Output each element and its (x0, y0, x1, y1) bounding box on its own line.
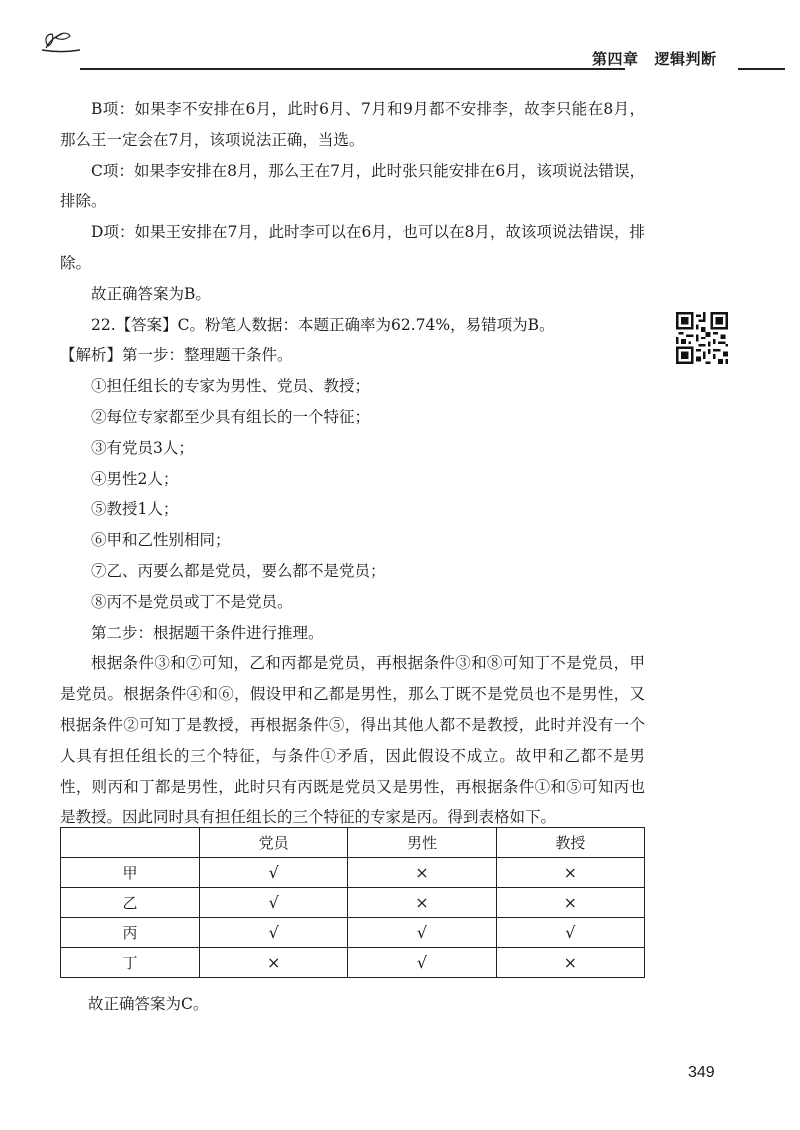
page-number: 349 (688, 1064, 715, 1081)
result-table (60, 827, 645, 978)
table-row (61, 918, 645, 948)
condition-6: ⑥甲和乙性别相同； (91, 531, 231, 550)
section-label: 逻辑判断 (654, 50, 717, 68)
table-cell: √ (348, 948, 496, 978)
table-cell: 甲 (61, 858, 200, 888)
table-cell: × (496, 858, 644, 888)
table-header-cell: 党员 (200, 828, 348, 858)
header-rule-right (738, 68, 785, 70)
table-row (61, 948, 645, 978)
final-answer: 故正确答案为C。 (88, 995, 209, 1013)
table-row (61, 888, 645, 918)
condition-7: ⑦乙、丙要么都是党员，要么都不是党员； (91, 561, 386, 580)
table-cell: √ (200, 888, 348, 918)
condition-2: ②每位专家都至少具有组长的一个特征； (91, 407, 371, 426)
paragraph-c-option: C项：如果李安排在8月，那么王在7月，此时张只能安排在6月，该项说法错误，排除。 (60, 161, 645, 211)
body-text (60, 94, 645, 833)
qr-code-icon (676, 312, 728, 364)
table-cell: √ (496, 918, 644, 948)
paragraph-answer-21: 故正确答案为B。 (91, 284, 211, 303)
paragraph-analysis-step2: 第二步：根据题干条件进行推理。 (91, 623, 324, 642)
table-header-cell: 男性 (348, 828, 496, 858)
table-cell: × (348, 858, 496, 888)
table-header-row (61, 828, 645, 858)
table-cell: 丁 (61, 948, 200, 978)
page-header (40, 22, 785, 68)
chapter-title (592, 48, 717, 69)
table-cell: × (200, 948, 348, 978)
condition-4: ④男性2人； (91, 469, 179, 488)
paragraph-answer-22: 22.【答案】C。粉笔人数据：本题正确率为62.74%，易错项为B。 (91, 315, 555, 334)
table-cell: 丙 (61, 918, 200, 948)
table-cell: × (496, 948, 644, 978)
table-row (61, 858, 645, 888)
leaf-icon (40, 26, 80, 56)
table-cell: √ (200, 858, 348, 888)
paragraph-d-option: D项：如果王安排在7月，此时李可以在6月，也可以在8月，故该项说法错误，排除。 (60, 223, 645, 272)
table-header-cell: 教授 (496, 828, 644, 858)
chapter-label: 第四章 (592, 50, 639, 68)
table-cell: × (348, 888, 496, 918)
paragraph-b-option: B项：如果李不安排在6月，此时6月、7月和9月都不安排李，故李只能在8月，那么王一定会在7月，该项说法正确，当选。 (60, 100, 645, 149)
condition-3: ③有党员3人； (91, 438, 194, 457)
condition-1: ①担任组长的专家为男性、党员、教授； (91, 377, 371, 396)
condition-5: ⑤教授1人； (91, 500, 179, 519)
header-rule-left (80, 68, 625, 70)
condition-8: ⑧丙不是党员或丁不是党员。 (91, 592, 293, 611)
table-cell: √ (200, 918, 348, 948)
table-cell: × (496, 888, 644, 918)
paragraph-analysis-step1: 【解析】第一步：整理题干条件。 (60, 346, 293, 365)
table-cell: 乙 (61, 888, 200, 918)
table-header-cell (61, 828, 200, 858)
paragraph-reasoning: 根据条件③和⑦可知，乙和丙都是党员，再根据条件③和⑧可知丁不是党员，甲是党员。根据条件④和⑥，假设甲和乙都是男性，那么丁既不是党员也不是男性，又根据条件②可知丁是教授，再根据条件⑤，得出其他人都不是教授，此时并没有一个人具有担任组长的三个特征，与条件①矛盾，因此假设不成立。故甲和乙都不是男性，则丙和丁都是男性，此时只有丙既是党员又是男性，再根据条件①和⑤可知丙也是教授。因此同时具有担任组长的三个特征的专家是丙。得到表格如下。 (60, 654, 645, 827)
table-cell: √ (348, 918, 496, 948)
